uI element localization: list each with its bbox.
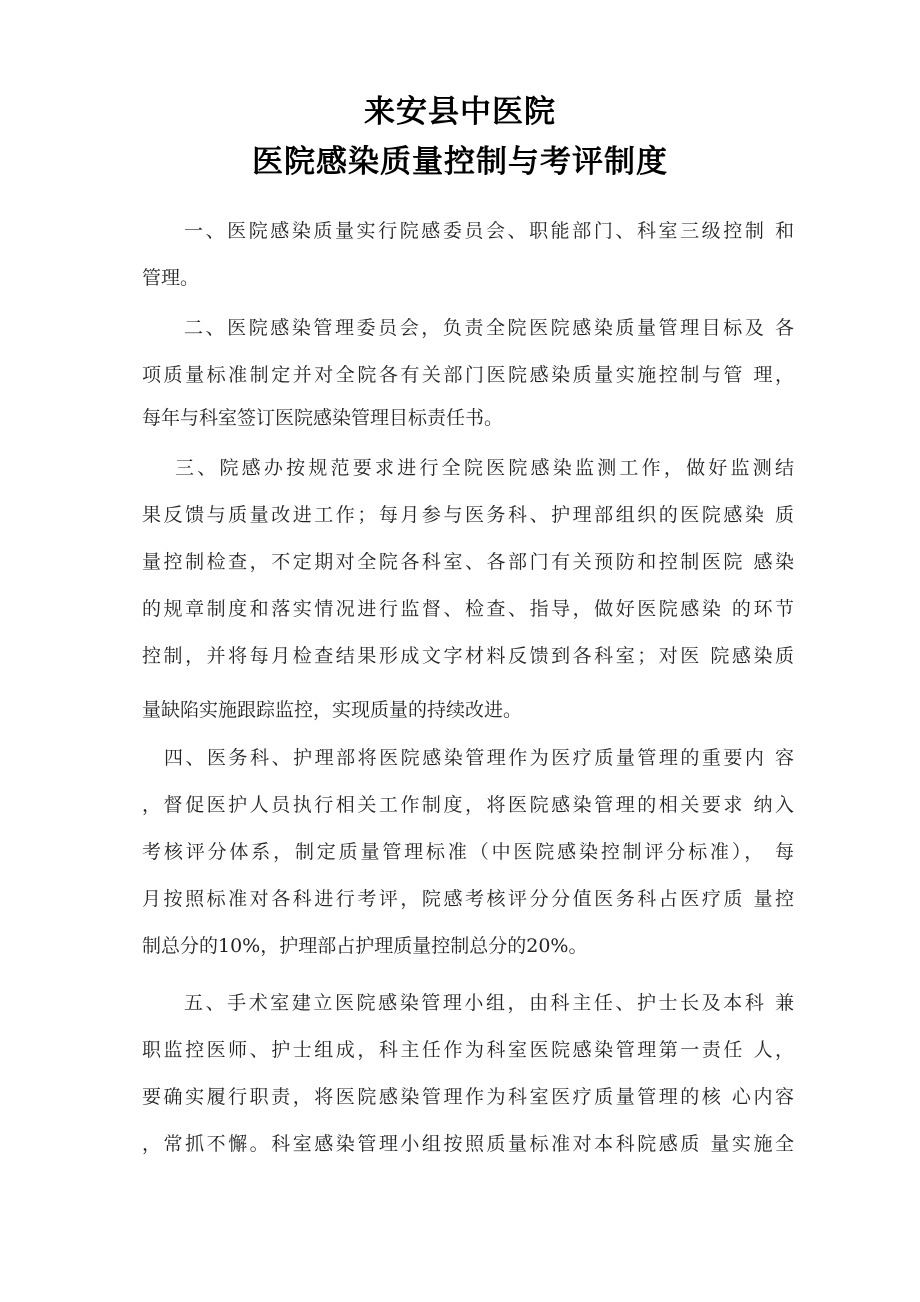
paragraph-line: 四、医务科、护理部将医院感染管理作为医疗质量管理的重要内 容 — [164, 747, 794, 769]
paragraph-line: 制总分的10%，护理部占护理质量控制总分的20%。 — [142, 935, 588, 957]
paragraph-line: 职监控医师、护士组成，科主任作为科室医院感染管理第一责任 人， — [142, 1039, 794, 1061]
paragraph-line: 控制，并将每月检查结果形成文字材料反馈到各科室；对医 院感染质 — [142, 645, 794, 667]
hospital-name-title: 来安县中医院 — [364, 94, 556, 130]
paragraph-line: 月按照标准对各科进行考评，院感考核评分分值医务科占医疗质 量控 — [142, 888, 794, 910]
paragraph-line: 果反馈与质量改进工作；每月参与医务科、护理部组织的医院感染 质 — [142, 504, 794, 526]
paragraph-line: 项质量标准制定并对全院各有关部门医院感染质量实施控制与管 理， — [142, 364, 794, 386]
paragraph-line: 要确实履行职责，将医院感染管理作为科室医疗质量管理的核 心内容 — [142, 1086, 794, 1108]
paragraph-line: 的规章制度和落实情况进行监督、检查、指导，做好医院感染 的环节 — [142, 598, 794, 620]
paragraph-line: 五、手术室建立医院感染管理小组，由科主任、护士长及本科 兼 — [184, 992, 794, 1014]
paragraph-line: 考核评分体系，制定质量管理标准（中医院感染控制评分标准）， 每 — [142, 841, 794, 863]
paragraph-line: 二、医院感染管理委员会，负责全院医院感染质量管理目标及 各 — [184, 317, 794, 339]
regulation-title: 医院感染质量控制与考评制度 — [252, 144, 668, 180]
paragraph-line: ，常抓不懈。科室感染管理小组按照质量标准对本科院感质 量实施全 — [142, 1133, 794, 1155]
paragraph-line: ，督促医护人员执行相关工作制度，将医院感染管理的相关要求 纳入 — [142, 794, 794, 816]
paragraph-line: 一、医院感染质量实行院感委员会、职能部门、科室三级控制 和 — [184, 220, 794, 242]
paragraph-line: 量缺陷实施跟踪监控，实现质量的持续改进。 — [142, 699, 523, 721]
paragraph-line: 三、院感办按规范要求进行全院医院感染监测工作，做好监测结 — [175, 457, 794, 479]
paragraph-line: 量控制检查，不定期对全院各科室、各部门有关预防和控制医院 感染 — [142, 551, 794, 573]
paragraph-line: 每年与科室签订医院感染管理目标责任书。 — [142, 407, 504, 429]
paragraph-line: 管理。 — [142, 267, 200, 289]
